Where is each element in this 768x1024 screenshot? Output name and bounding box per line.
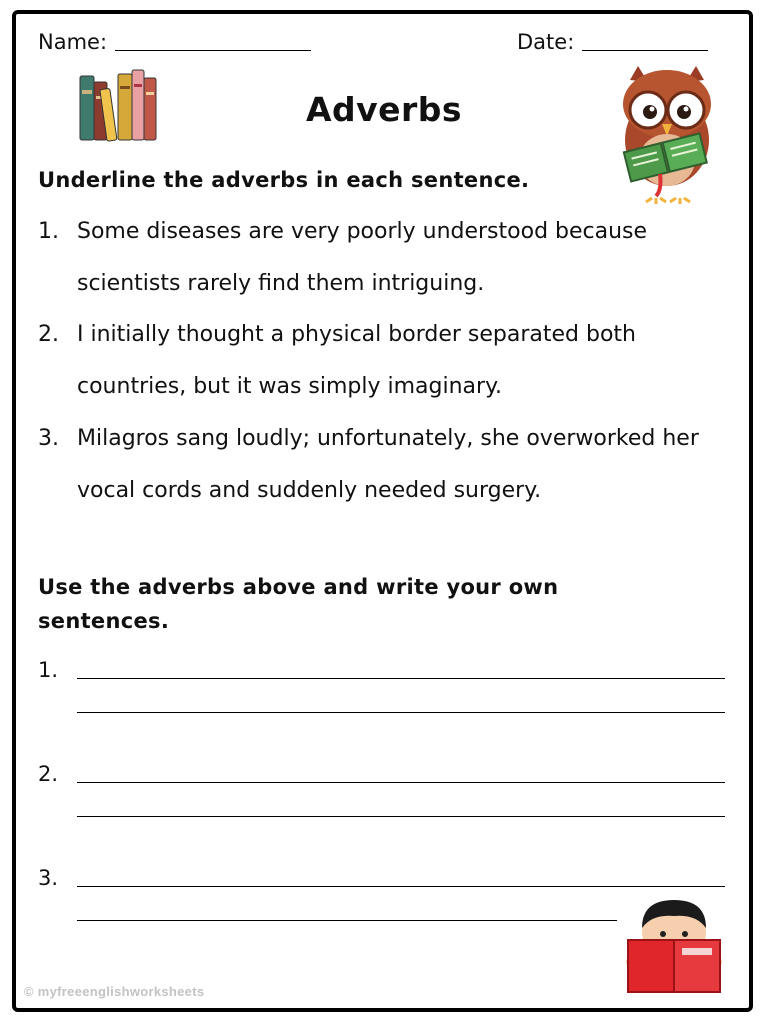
date-blank[interactable] [582,30,708,51]
sentence-item [38,206,718,310]
sentence-item [38,413,718,517]
sentence-number: 3. [38,426,59,451]
writing-line[interactable] [77,886,725,887]
writing-line[interactable] [77,678,725,679]
writing-line[interactable] [77,782,725,783]
child-reading-icon [622,896,726,994]
writing-line[interactable] [77,712,725,713]
instruction-write: Use the adverbs above and write your own sentences. [38,575,559,633]
writing-line[interactable] [77,816,725,817]
writing-line[interactable] [77,920,617,921]
sentence-number: 1. [38,219,59,244]
name-field[interactable] [38,30,311,54]
sentence-text: Milagros sang loudly; unfortunately, she overworked her vocal cords and suddenly needed surgery. [77,426,699,503]
sentence-number: 2. [38,322,59,347]
sentence-item [38,309,718,413]
sentence-text: I initially thought a physical border separated both countries, but it was simply imaginary. [77,322,636,399]
date-label: Date: [517,30,575,54]
name-blank[interactable] [115,30,311,51]
instruction-underline: Underline the adverbs in each sentence. [38,168,530,192]
date-field[interactable] [517,30,708,54]
name-label: Name: [38,30,108,54]
sentence-text: Some diseases are very poorly understood because scientists rarely find them intriguing. [77,219,648,296]
writing-number: 2. [38,762,59,786]
page-title: Adverbs [305,90,463,129]
writing-number: 1. [38,658,59,682]
watermark: © myfreeenglishworksheets [24,984,205,999]
writing-number: 3. [38,866,59,890]
owl-reading-icon [612,60,722,204]
